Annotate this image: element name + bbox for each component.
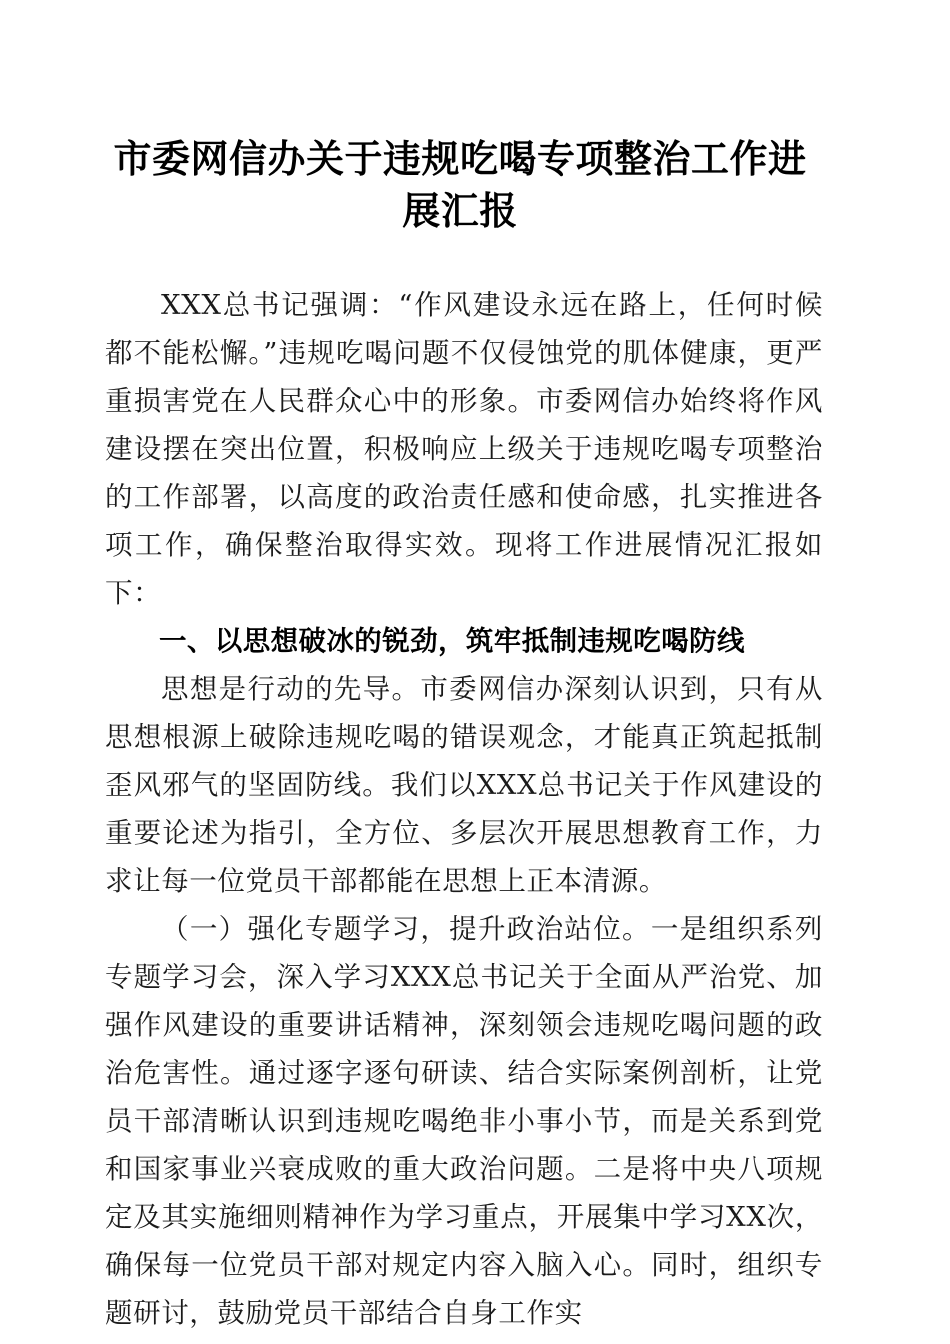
section-heading-one: 一、以思想破冰的锐劲，筑牢抵制违规吃喝防线 <box>159 625 745 657</box>
page-title: 市委网信办关于违规吃喝专项整治工作进展汇报 <box>113 136 807 233</box>
intro-paragraph: XXX总书记强调：“作风建设永远在路上，任何时候都不能松懈。”违规吃喝问题不仅侵蚀党的肌体健康，更严重损害党在人民群众心中的形象。市委网信办始终将作风建设摆在突出位置，积极响应上级关于违规吃喝专项整治的工作部署，以高度的政治责任感和使命感，扎实推进各项工作，确保整治取得实效。现将工作进展情况汇报如下： <box>105 289 823 609</box>
subsection-one-paragraph: （一）强化专题学习，提升政治站位。一是组织系列专题学习会，深入学习XXX总书记关于全面从严治党、加强作风建设的重要讲话精神，深刻领会违规吃喝问题的政治危害性。通过逐字逐句研读、结合实际案例剖析，让党员干部清晰认识到违规吃喝绝非小事小节，而是关系到党和国家事业兴衰成败的重大政治问题。二是将中央八项规定及其实施细则精神作为学习重点，开展集中学习XX次，确保每一位党员干部对规定内容入脑入心。同时，组织专题研讨，鼓励党员干部结合自身工作实 <box>105 913 823 1329</box>
section-one-lead-paragraph: 思想是行动的先导。市委网信办深刻认识到，只有从思想根源上破除违规吃喝的错误观念，才能真正筑起抵制歪风邪气的坚固防线。我们以XXX总书记关于作风建设的重要论述为指引，全方位、多层次开展思想教育工作，力求让每一位党员干部都能在思想上正本清源。 <box>105 673 823 897</box>
document-content <box>105 0 823 1337</box>
